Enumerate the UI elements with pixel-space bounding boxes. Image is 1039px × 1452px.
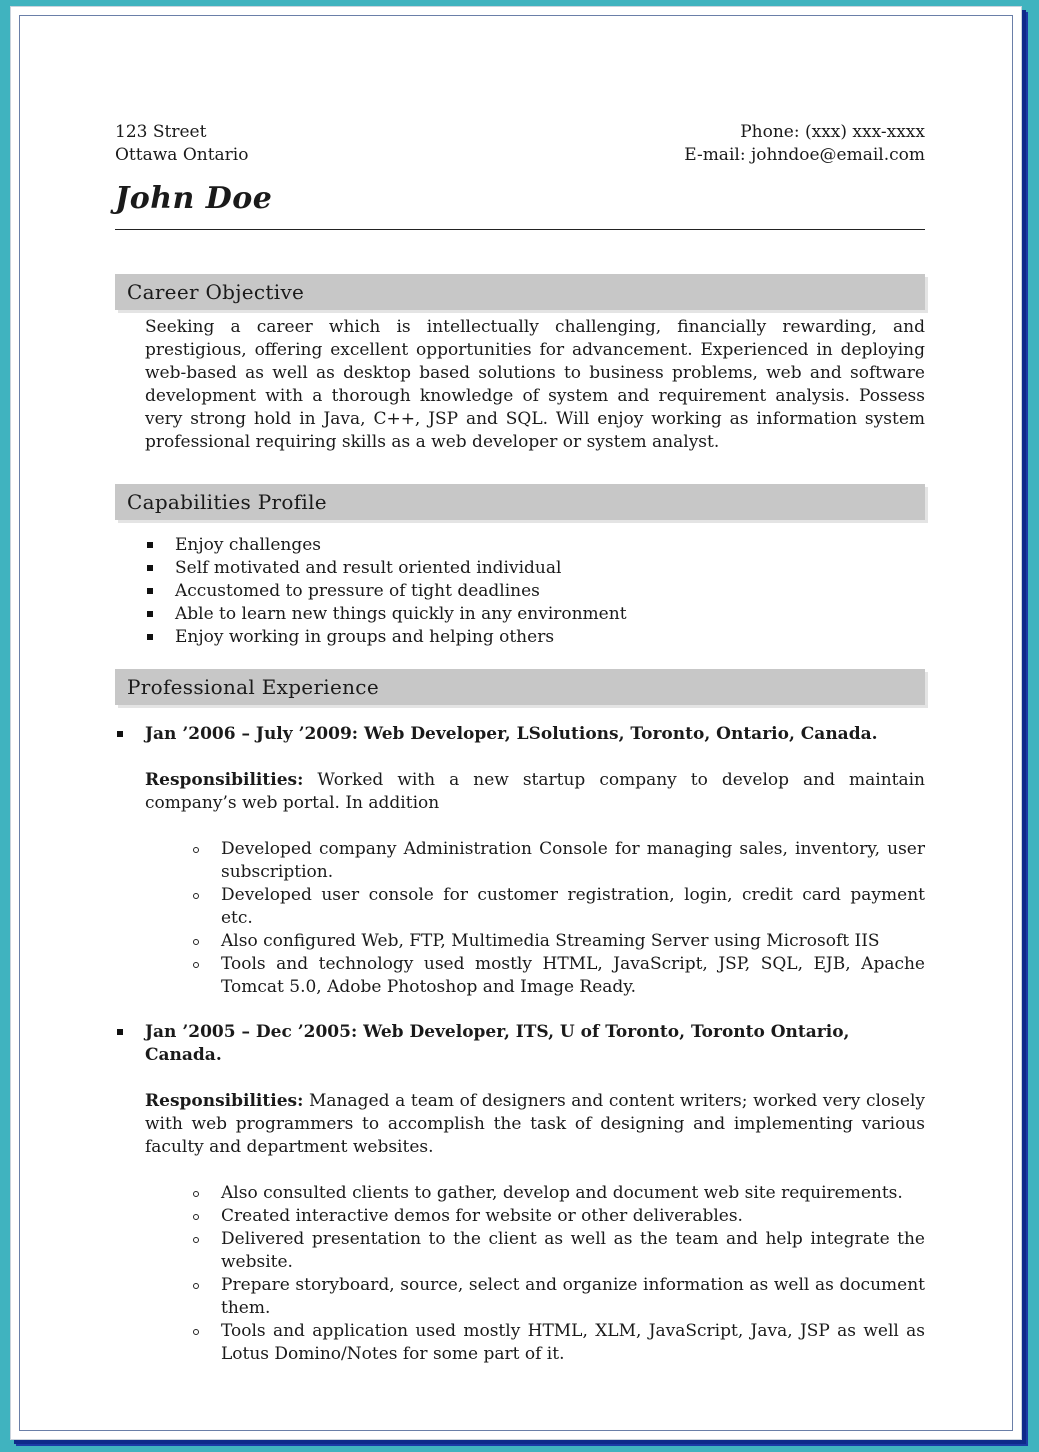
circle-bullet-icon [193,1283,199,1289]
list-item: Developed company Administration Console for managing sales, inventory, user subscription. [191,838,925,884]
job-duties-list [191,1182,925,1366]
responsibilities-label: Responsibilities: [145,770,304,790]
job-entry-1 [115,723,925,999]
circle-bullet-icon [193,1214,199,1220]
address-block [115,121,248,167]
list-item: Enjoy working in groups and helping others [145,626,925,649]
circle-bullet-icon [193,1237,199,1243]
candidate-name: John Doe [115,179,925,230]
career-objective-text: Seeking a career which is intellectually challenging, financially rewarding, and prestigious, offering excellent opportunities for advancement. Experienced in deploying web-based as well as desktop based solutions to business problems, web and software development with a thorough knowledge of system and requirement analysis. Possess very strong hold in Java, C++, JSP and SQL. Will enjoy working as information system professional requiring skills as a web developer or system analyst. [145,317,925,452]
capabilities-list [145,534,925,649]
list-item: Developed user console for customer registration, login, credit card payment etc. [191,884,925,930]
square-bullet-icon [147,588,153,594]
list-item: Able to learn new things quickly in any environment [145,603,925,626]
list-item: Also consulted clients to gather, develop and document web site requirements. [191,1182,925,1205]
list-item: Delivered presentation to the client as well as the team and help integrate the website. [191,1228,925,1274]
street-address: 123 Street [115,122,207,142]
city-address: Ottawa Ontario [115,145,249,165]
list-item: Also configured Web, FTP, Multimedia Streaming Server using Microsoft IIS [191,930,925,953]
list-item: Prepare storyboard, source, select and organize information as well as document them. [191,1274,925,1320]
career-objective-heading: Career Objective [115,274,925,310]
list-item: Self motivated and result oriented individual [145,557,925,580]
square-bullet-icon [147,634,153,640]
square-bullet-icon [147,611,153,617]
circle-bullet-icon [193,939,199,945]
square-bullet-icon [117,731,123,737]
list-item: Enjoy challenges [145,534,925,557]
job-duties-list [191,838,925,999]
contact-block [115,121,925,167]
list-item: Tools and application used mostly HTML, XLM, JavaScript, Java, JSP as well as Lotus Domino/Notes for some part of it. [191,1320,925,1366]
circle-bullet-icon [193,893,199,899]
responsibilities [145,769,925,815]
job-title: Jan ’2005 – Dec ’2005: Web Developer, ITS, U of Toronto, Toronto Ontario, Canada. [145,1022,850,1065]
list-item: Accustomed to pressure of tight deadlines [145,580,925,603]
list-item: Created interactive demos for website or other deliverables. [191,1205,925,1228]
circle-bullet-icon [193,1329,199,1335]
capabilities-heading: Capabilities Profile [115,484,925,520]
circle-bullet-icon [193,962,199,968]
circle-bullet-icon [193,847,199,853]
resume-content [115,121,925,1366]
square-bullet-icon [147,542,153,548]
responsibilities [145,1090,925,1159]
circle-bullet-icon [193,1191,199,1197]
job-entry-2 [115,1021,925,1366]
phone-number: Phone: (xxx) xxx-xxxx [740,122,925,142]
job-title: Jan ’2006 – July ’2009: Web Developer, LSolutions, Toronto, Ontario, Canada. [145,724,878,744]
contact-info [684,121,925,167]
responsibilities-text: Worked with a new startup company to develop and maintain company’s web portal. In addition [145,770,925,813]
square-bullet-icon [117,1029,123,1035]
resume-page [10,6,1022,1440]
experience-heading: Professional Experience [115,669,925,705]
list-item: Tools and technology used mostly HTML, JavaScript, JSP, SQL, EJB, Apache Tomcat 5.0, Adobe Photoshop and Image Ready. [191,953,925,999]
responsibilities-text: Managed a team of designers and content writers; worked very closely with web programmers to accomplish the task of designing and implementing various faculty and department websites. [145,1091,925,1157]
square-bullet-icon [147,565,153,571]
email-address: E-mail: johndoe@email.com [684,145,925,165]
responsibilities-label: Responsibilities: [145,1091,304,1111]
